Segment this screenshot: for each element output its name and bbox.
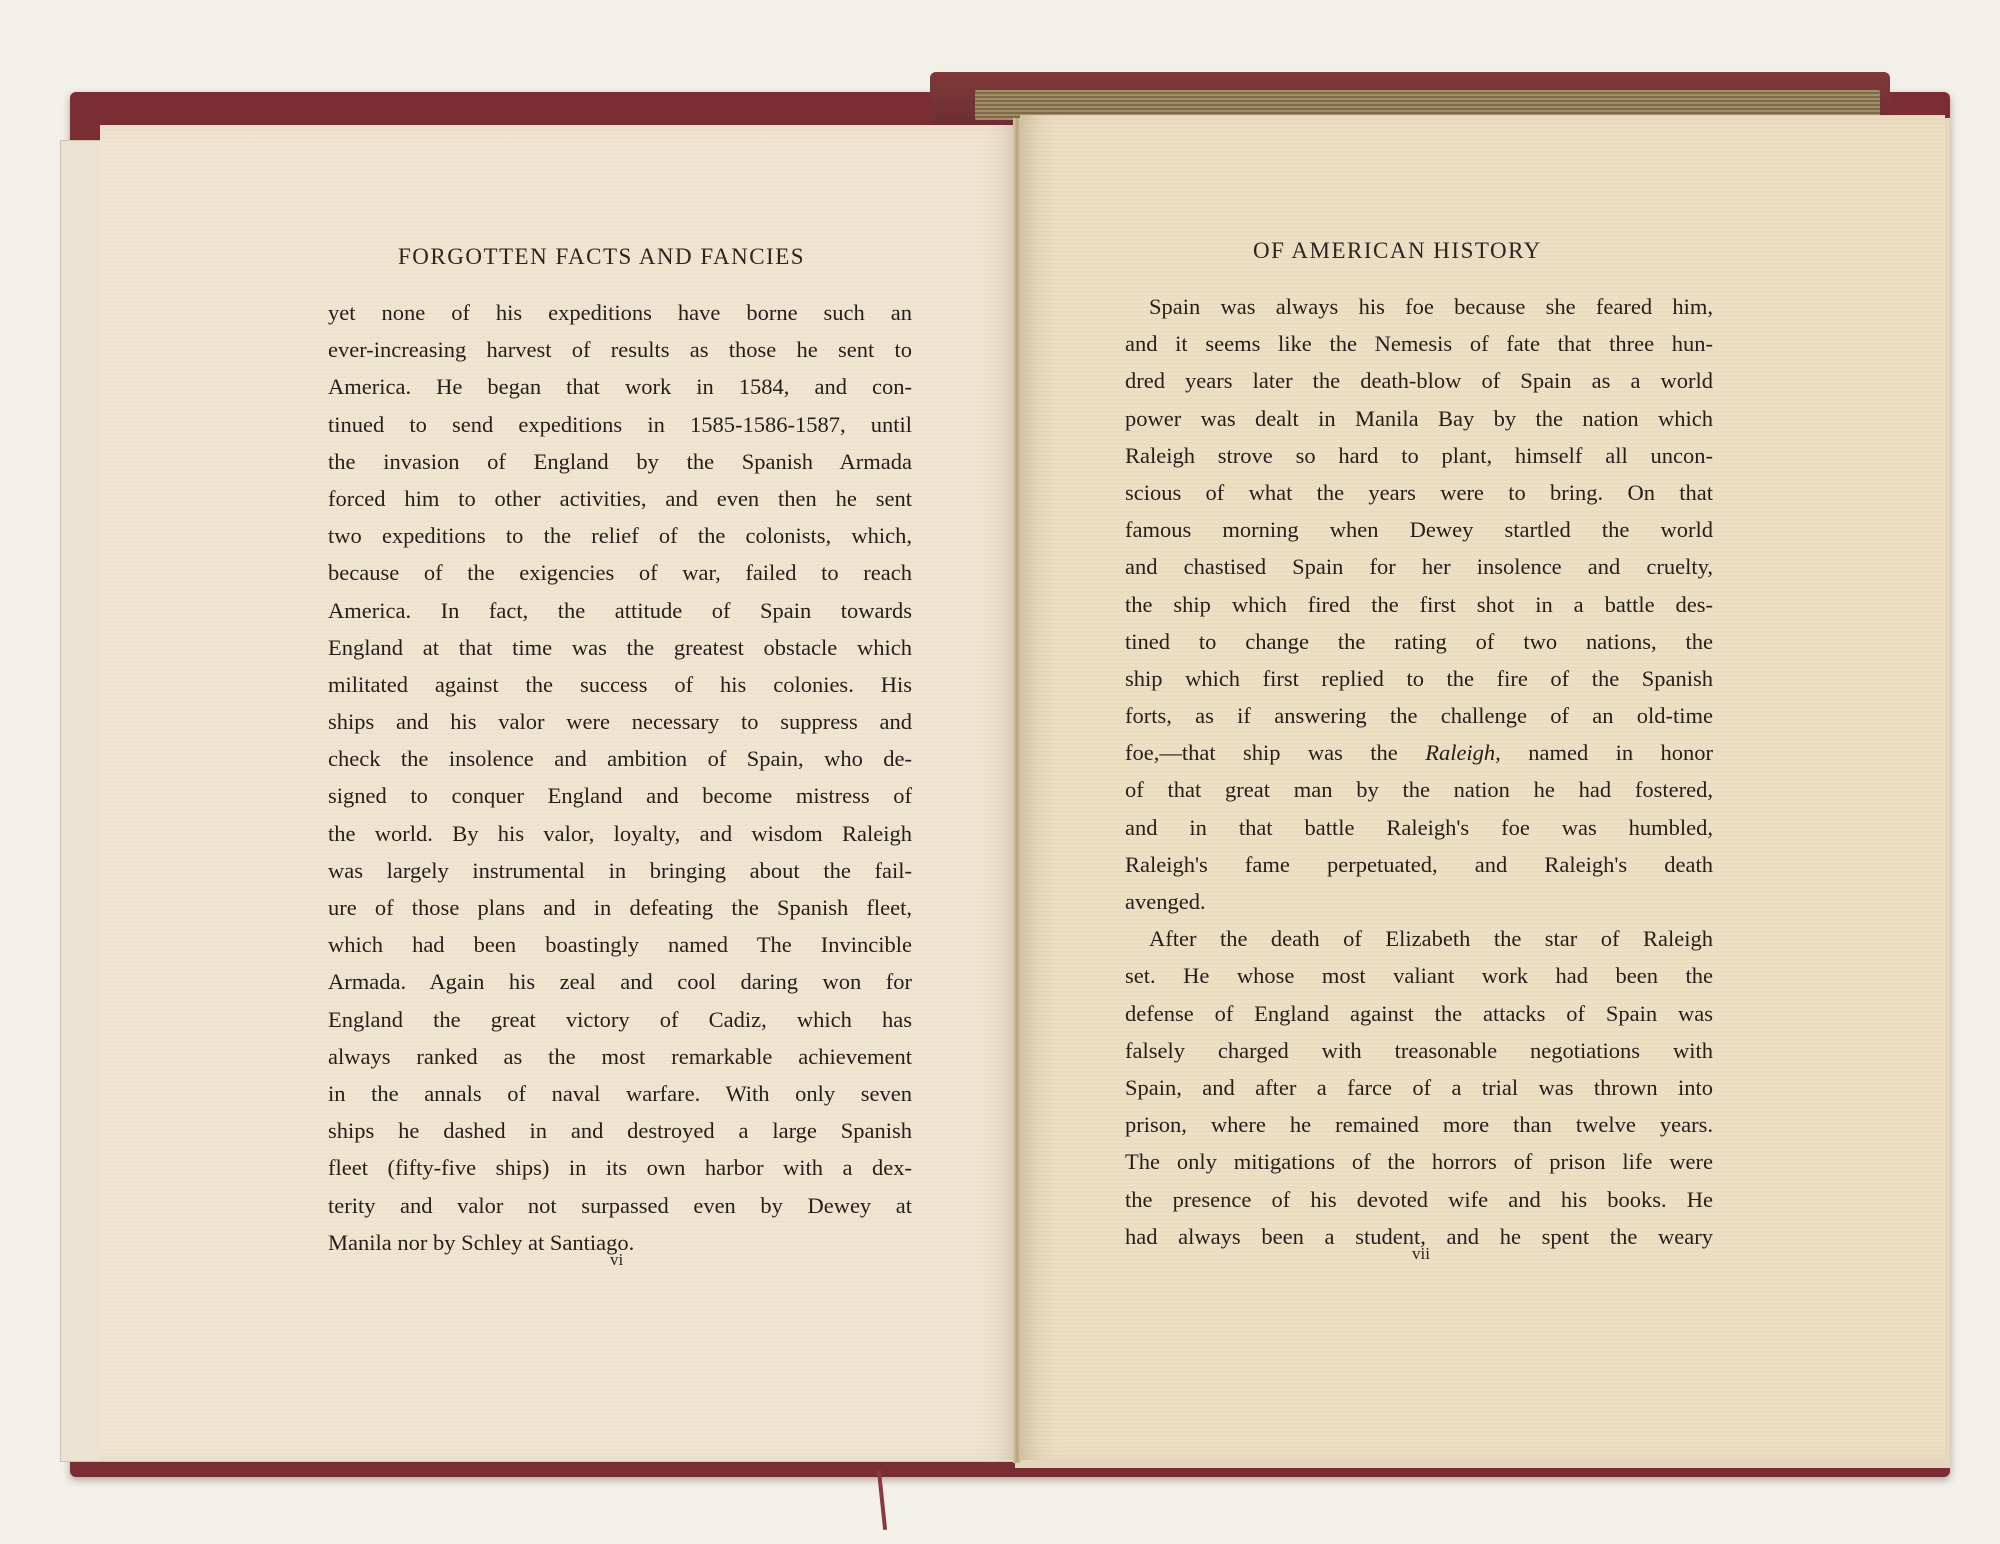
text-line: America. He began that work in 1584, and con- [328,374,912,400]
text-line: ever-increasing harvest of results as those he sent to [328,337,912,363]
text-line: terity and valor not surpassed even by Dewey at [328,1192,912,1218]
text-line: Raleigh's fame perpetuated, and Raleigh's death [1125,851,1713,877]
right-running-head: OF AMERICAN HISTORY [1253,238,1542,263]
text-line: Spain, and after a farce of a trial was thrown into [1125,1074,1713,1100]
text-line: ure of those plans and in defeating the Spanish fleet, [328,895,912,920]
text-line: Spain was always his foe because she feared him, [1149,294,1713,319]
text-segment: foe,—that ship was the [1125,740,1398,766]
right-page-number: vii [1412,1244,1430,1263]
text-line: and it seems like the Nemesis of fate that three hun- [1125,331,1713,357]
text-line: militated against the success of his colonies. His [328,671,912,697]
text-line: fleet (fifty-five ships) in its own harbor with a dex- [328,1155,912,1181]
text-line: After the death of Elizabeth the star of Raleigh [1149,926,1713,952]
text-line: yet none of his expeditions have borne such an [328,300,912,325]
text-line-with-ship-name [1125,734,1713,771]
text-line: and chastised Spain for her insolence and cruelty, [1125,554,1713,580]
left-running-head: FORGOTTEN FACTS AND FANCIES [398,244,806,269]
text-line: Raleigh strove so hard to plant, himself all uncon- [1125,442,1713,468]
right-page-text [1125,288,1713,1255]
text-line: England the great victory of Cadiz, which has [328,1006,912,1032]
text-line: the ship which fired the first shot in a battle des- [1125,591,1713,617]
ship-name-italic: Raleigh, [1425,740,1501,766]
text-line: of that great man by the nation he had fostered, [1125,777,1713,803]
text-line: The only mitigations of the horrors of prison life were [1125,1149,1713,1175]
text-line: was largely instrumental in bringing about the fail- [328,857,912,883]
text-line: two expeditions to the relief of the colonists, which, [328,523,912,549]
text-line: tinued to send expeditions in 1585-1586-1587, until [328,411,912,437]
text-line: England at that time was the greatest obstacle which [328,634,912,660]
left-page-text [328,294,912,1261]
text-line: had always been a student, and he spent the weary [1125,1223,1713,1249]
text-line: the world. By his valor, loyalty, and wisdom Raleigh [328,820,912,846]
text-line: falsely charged with treasonable negotiations with [1125,1037,1713,1063]
text-line: the presence of his devoted wife and his books. He [1125,1186,1713,1212]
text-line: and in that battle Raleigh's foe was humbled, [1125,814,1713,840]
text-line: check the insolence and ambition of Spain, who de- [328,746,912,772]
text-line: which had been boastingly named The Invincible [328,932,912,958]
text-line: forts, as if answering the challenge of an old-time [1125,703,1713,729]
left-page-number: vi [610,1250,624,1269]
text-line: set. He whose most valiant work had been the [1125,963,1713,989]
text-line: tined to change the rating of two nations, the [1125,628,1713,654]
text-line: famous morning when Dewey startled the world [1125,517,1713,543]
text-line: avenged. [1125,889,1206,914]
bookmark-ribbon [877,1470,887,1530]
text-line: defense of England against the attacks of Spain was [1125,1000,1713,1026]
text-line: Manila nor by Schley at Santiago. [328,1229,635,1255]
book-gutter [1013,118,1021,1463]
text-segment: named in honor [1528,740,1713,766]
text-line: prison, where he remained more than twelve years. [1125,1112,1713,1138]
text-line: forced him to other activities, and even then he sent [328,485,912,511]
text-line: signed to conquer England and become mistress of [328,783,912,809]
text-line: the invasion of England by the Spanish Armada [328,448,912,474]
text-line: ships he dashed in and destroyed a large Spanish [328,1118,912,1144]
text-line: in the annals of naval warfare. With only seven [328,1080,912,1106]
text-line: always ranked as the most remarkable achievement [328,1043,912,1069]
text-line: power was dealt in Manila Bay by the nation which [1125,405,1713,431]
text-line: ships and his valor were necessary to suppress and [328,709,912,735]
text-line: Armada. Again his zeal and cool daring won for [328,969,912,995]
text-line: because of the exigencies of war, failed to reach [328,560,912,586]
text-line: ship which first replied to the fire of the Spanish [1125,665,1713,691]
text-line: scious of what the years were to bring. On that [1125,479,1713,505]
text-line: dred years later the death-blow of Spain as a world [1125,368,1713,394]
text-line: America. In fact, the attitude of Spain towards [328,597,912,623]
